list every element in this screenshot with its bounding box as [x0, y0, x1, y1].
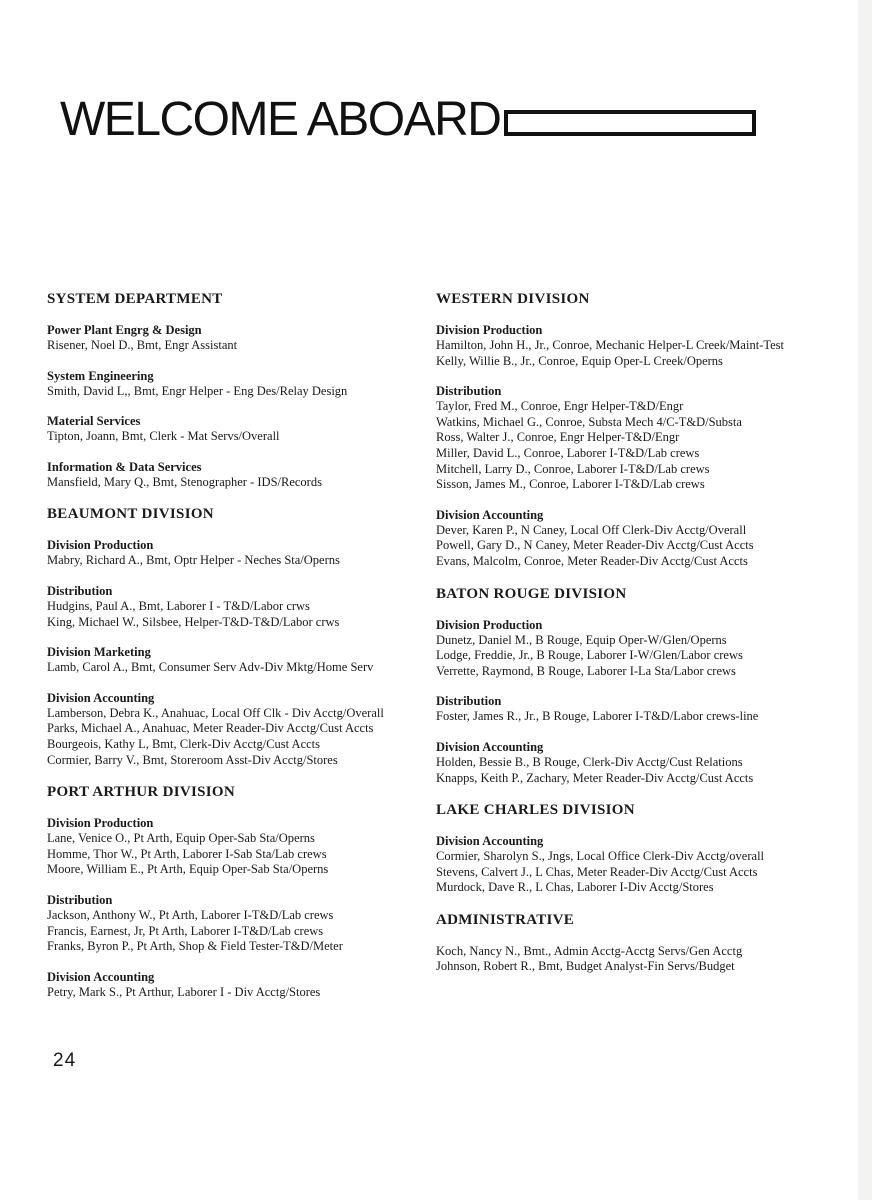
section-title: Division Accounting — [436, 834, 544, 849]
right-column — [436, 290, 856, 990]
section — [436, 944, 856, 975]
title-box-rule — [504, 110, 756, 136]
page-title: WELCOME ABOARD — [60, 93, 501, 146]
section-title: Division Production — [47, 538, 154, 553]
employee-entry: Ross, Walter J., Conroe, Engr Helper-T&D/Engr — [436, 430, 680, 445]
section-title: Division Accounting — [436, 739, 544, 754]
section-distribution — [47, 893, 432, 955]
section-title: Division Marketing — [47, 645, 151, 660]
employee-entry: Miller, David L., Conroe, Laborer I-T&D/Lab crews — [436, 445, 700, 460]
section-title: Division Production — [436, 323, 543, 337]
employee-entry: Knapps, Keith P., Zachary, Meter Reader-Div Acctg/Cust Accts — [436, 770, 754, 785]
employee-entry: King, Michael W., Silsbee, Helper-T&D-T&D/Labor crws — [47, 614, 340, 629]
section-title: Division Accounting — [47, 690, 155, 705]
employee-entry: Smith, David L,, Bmt, Engr Helper - Eng Des/Relay Design — [47, 383, 348, 398]
division-title: BATON ROUGE DIVISION — [436, 585, 627, 602]
section-title: Material Services — [47, 414, 141, 429]
employee-entry: Cormier, Sharolyn S., Jngs, Local Office Clerk-Div Acctg/overall — [436, 849, 765, 864]
section-title: Distribution — [436, 384, 502, 399]
section-title: Information & Data Services — [47, 459, 202, 474]
employee-entry: Tipton, Joann, Bmt, Clerk - Mat Servs/Overall — [47, 429, 280, 444]
division-baton-rouge-division — [436, 585, 856, 787]
section-title: Division Production — [47, 816, 154, 831]
employee-entry: Sisson, James M., Conroe, Laborer I-T&D/Lab crews — [436, 477, 705, 492]
division-title: ADMINISTRATIVE — [436, 911, 575, 928]
division-system-department — [47, 290, 432, 490]
section-power-plant-engrg-and-design — [47, 323, 432, 354]
employee-entry: Dever, Karen P., N Caney, Local Off Clerk-Div Acctg/Overall — [436, 522, 747, 537]
employee-entry: Watkins, Michael G., Conroe, Substa Mech 4/C-T&D/Substa — [436, 414, 742, 429]
section-system-engineering — [47, 369, 432, 400]
section-title: Distribution — [436, 694, 502, 709]
employee-entry: Mabry, Richard A., Bmt, Optr Helper - Neches Sta/Operns — [47, 553, 340, 568]
division-port-arthur-division — [47, 783, 432, 1000]
employee-entry: Hamilton, John H., Jr., Conroe, Mechanic Helper-L Creek/Maint-Test — [436, 338, 784, 352]
section-division-production — [47, 816, 432, 878]
employee-entry: Lodge, Freddie, Jr., B Rouge, Laborer I-W/Glen/Labor crews — [436, 648, 743, 663]
division-title: LAKE CHARLES DIVISION — [436, 802, 635, 819]
employee-entry: Murdock, Dave R., L Chas, Laborer I-Div Acctg/Stores — [436, 880, 714, 895]
employee-entry: Hudgins, Paul A., Bmt, Laborer I - T&D/Labor crws — [47, 598, 310, 613]
employee-entry: Mitchell, Larry D., Conroe, Laborer I-T&D/Lab crews — [436, 461, 710, 476]
left-column — [47, 290, 432, 1015]
employee-entry: Lamberson, Debra K., Anahuac, Local Off Clk - Div Acctg/Overall — [47, 705, 384, 720]
section-title: System Engineering — [47, 368, 154, 383]
employee-entry: Foster, James R., Jr., B Rouge, Laborer I-T&D/Labor crews-line — [436, 709, 759, 724]
employee-entry: Mansfield, Mary Q., Bmt, Stenographer - IDS/Records — [47, 474, 322, 489]
section-division-production — [436, 618, 856, 680]
section-title: Distribution — [47, 583, 113, 598]
employee-entry: Bourgeois, Kathy L, Bmt, Clerk-Div Acctg/Cust Accts — [47, 736, 321, 751]
division-lake-charles-division — [436, 801, 856, 896]
section-division-accounting — [47, 970, 432, 1001]
section-distribution — [436, 384, 856, 493]
section-title: Distribution — [47, 892, 113, 907]
employee-entry: Cormier, Barry V., Bmt, Storeroom Asst-Div Acctg/Stores — [47, 752, 338, 767]
section-division-marketing — [47, 645, 432, 676]
employee-entry: Francis, Earnest, Jr, Pt Arth, Laborer I-T&D/Lab crews — [47, 923, 324, 938]
section-division-production — [47, 538, 432, 569]
section-information-and-data-services — [47, 460, 432, 491]
section-division-accounting — [436, 834, 856, 896]
employee-entry: Verrette, Raymond, B Rouge, Laborer I-La Sta/Labor crews — [436, 663, 736, 678]
division-title: WESTERN DIVISION — [436, 291, 590, 307]
section-division-accounting — [436, 740, 856, 786]
employee-entry: Franks, Byron P., Pt Arth, Shop & Field Tester-T&D/Meter — [47, 939, 343, 954]
section-distribution — [436, 694, 856, 725]
section-title: Power Plant Engrg & Design — [47, 323, 202, 337]
employee-entry: Taylor, Fred M., Conroe, Engr Helper-T&D/Engr — [436, 399, 684, 414]
employee-entry: Dunetz, Daniel M., B Rouge, Equip Oper-W/Glen/Operns — [436, 632, 727, 647]
header — [60, 93, 756, 146]
page-edge — [858, 0, 872, 1200]
division-title: SYSTEM DEPARTMENT — [47, 291, 223, 307]
section-division-accounting — [47, 691, 432, 768]
employee-entry: Homme, Thor W., Pt Arth, Laborer I-Sab Sta/Lab crews — [47, 846, 327, 861]
employee-entry: Moore, William E., Pt Arth, Equip Oper-Sab Sta/Operns — [47, 862, 329, 877]
section-division-accounting — [436, 508, 856, 570]
employee-entry: Kelly, Willie B., Jr., Conroe, Equip Oper-L Creek/Operns — [436, 353, 723, 368]
employee-entry: Parks, Michael A., Anahuac, Meter Reader-Div Acctg/Cust Accts — [47, 721, 374, 736]
employee-entry: Koch, Nancy N., Bmt., Admin Acctg-Acctg Servs/Gen Acctg — [436, 943, 743, 958]
employee-entry: Holden, Bessie B., B Rouge, Clerk-Div Acctg/Cust Relations — [436, 754, 743, 769]
employee-entry: Lamb, Carol A., Bmt, Consumer Serv Adv-Div Mktg/Home Serv — [47, 660, 374, 675]
division-beaumont-division — [47, 505, 432, 768]
section-material-services — [47, 414, 432, 445]
division-western-division — [436, 290, 856, 570]
section-distribution — [47, 584, 432, 630]
division-title: PORT ARTHUR DIVISION — [47, 784, 236, 801]
section-division-production — [436, 323, 856, 369]
employee-entry: Powell, Gary D., N Caney, Meter Reader-Div Acctg/Cust Accts — [436, 538, 754, 553]
section-title: Division Accounting — [47, 969, 155, 984]
employee-entry: Stevens, Calvert J., L Chas, Meter Reader-Div Acctg/Cust Accts — [436, 864, 758, 879]
employee-entry: Johnson, Robert R., Bmt, Budget Analyst-Fin Servs/Budget — [436, 959, 735, 974]
employee-entry: Risener, Noel D., Bmt, Engr Assistant — [47, 338, 238, 352]
section-title: Division Production — [436, 617, 543, 632]
division-administrative — [436, 911, 856, 975]
division-title: BEAUMONT DIVISION — [47, 506, 214, 523]
employee-entry: Petry, Mark S., Pt Arthur, Laborer I - Div Acctg/Stores — [47, 984, 321, 999]
section-title: Division Accounting — [436, 507, 544, 522]
employee-entry: Lane, Venice O., Pt Arth, Equip Oper-Sab Sta/Operns — [47, 831, 315, 846]
employee-entry: Evans, Malcolm, Conroe, Meter Reader-Div Acctg/Cust Accts — [436, 553, 748, 568]
page-number: 24 — [53, 1050, 77, 1071]
employee-entry: Jackson, Anthony W., Pt Arth, Laborer I-T&D/Lab crews — [47, 907, 334, 922]
